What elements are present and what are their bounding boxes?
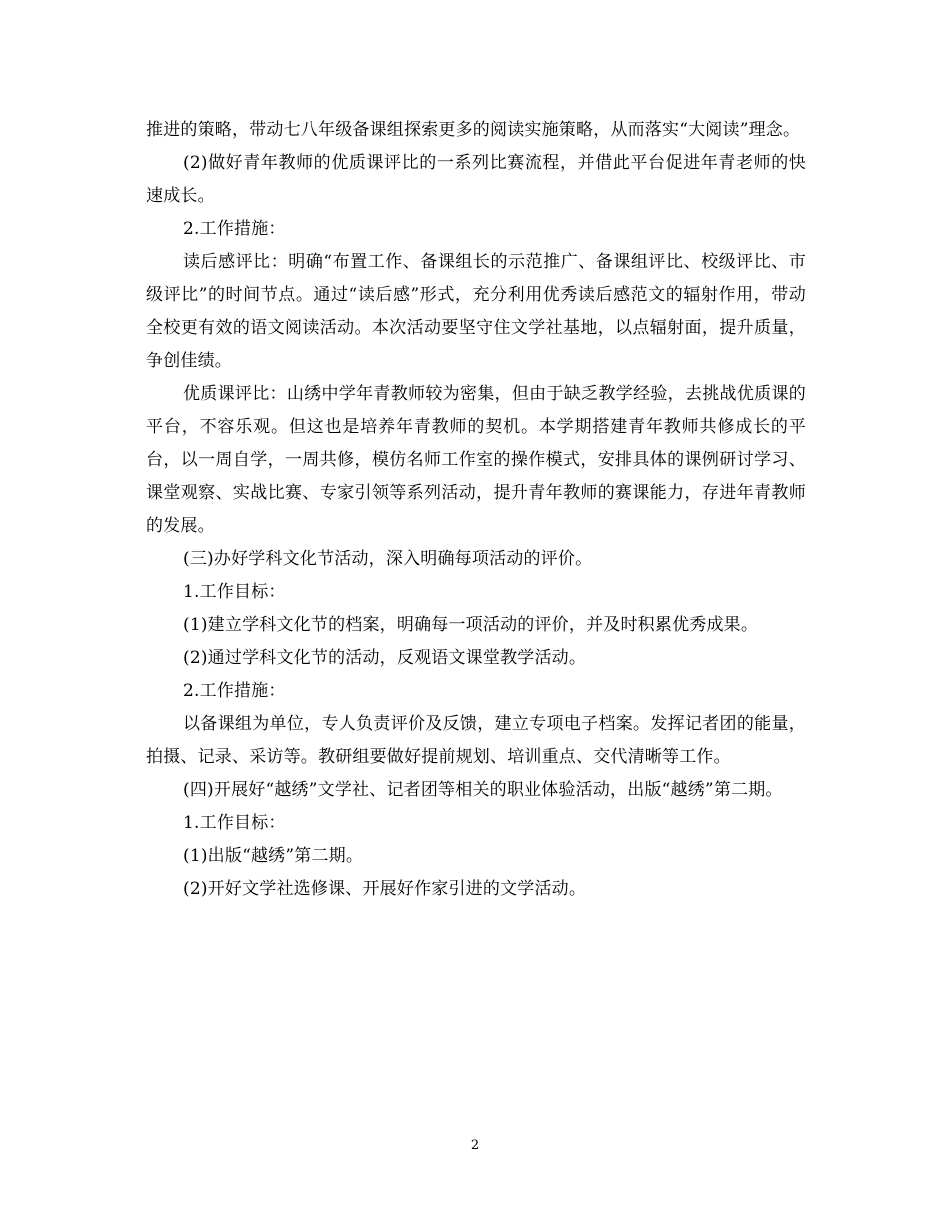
paragraph-14: (1)出版“越绣”第二期。 (183, 846, 364, 866)
paragraph-6: (三)办好学科文化节活动，深入明确每项活动的评价。 (183, 549, 593, 569)
paragraph-5: 优质课评比：山绣中学年青教师较为密集，但由于缺乏教学经验，去挑战优质课的平台，不容乐观。但这也是培养年青教师的契机。本学期搭建青年教师共修成长的平台，以一周自学，一周共修，模仿名师工作室的操作模式，安排具体的课例研讨学习、课堂观察、实战比赛、专家引领等系列活动，提升青年教师的赛课能力，存进年青教师的发展。 (146, 384, 806, 536)
paragraph-11: 以备课组为单位，专人负责评价及反馈，建立专项电子档案。发挥记者团的能量，拍摄、记录、采访等。教研组要做好提前规划、培训重点、交代清晰等工作。 (146, 714, 806, 767)
paragraph-4: 读后感评比：明确“布置工作、备课组长的示范推广、备课组评比、校级评比、市级评比”的时间节点。通过“读后感”形式，充分利用优秀读后感范文的辐射作用，带动全校更有效的语文阅读活动。本次活动要坚守住文学社基地，以点辐射面，提升质量，争创佳绩。 (146, 252, 806, 371)
paragraph-13: 1.工作目标： (183, 813, 286, 833)
paragraph-15: (2)开好文学社选修课、开展好作家引进的文学活动。 (183, 879, 587, 899)
page-number: 2 (470, 1138, 480, 1153)
paragraph-9: (2)通过学科文化节的活动，反观语文课堂教学活动。 (183, 648, 587, 668)
paragraph-7: 1.工作目标： (183, 582, 286, 602)
paragraph-3: 2.工作措施： (183, 219, 286, 239)
paragraph-1: 推进的策略，带动七八年级备课组探索更多的阅读实施策略，从而落实“大阅读”理念。 (146, 120, 801, 140)
paragraph-2: (2)做好青年教师的优质课评比的一系列比赛流程，并借此平台促进年青老师的快速成长。 (146, 153, 806, 206)
paragraph-8: (1)建立学科文化节的档案，明确每一项活动的评价，并及时积累优秀成果。 (183, 615, 759, 635)
body-text (146, 114, 806, 906)
paragraph-10: 2.工作措施： (183, 681, 286, 701)
paragraph-12: (四)开展好“越绣”文学社、记者团等相关的职业体验活动，出版“越绣”第二期。 (183, 780, 783, 800)
